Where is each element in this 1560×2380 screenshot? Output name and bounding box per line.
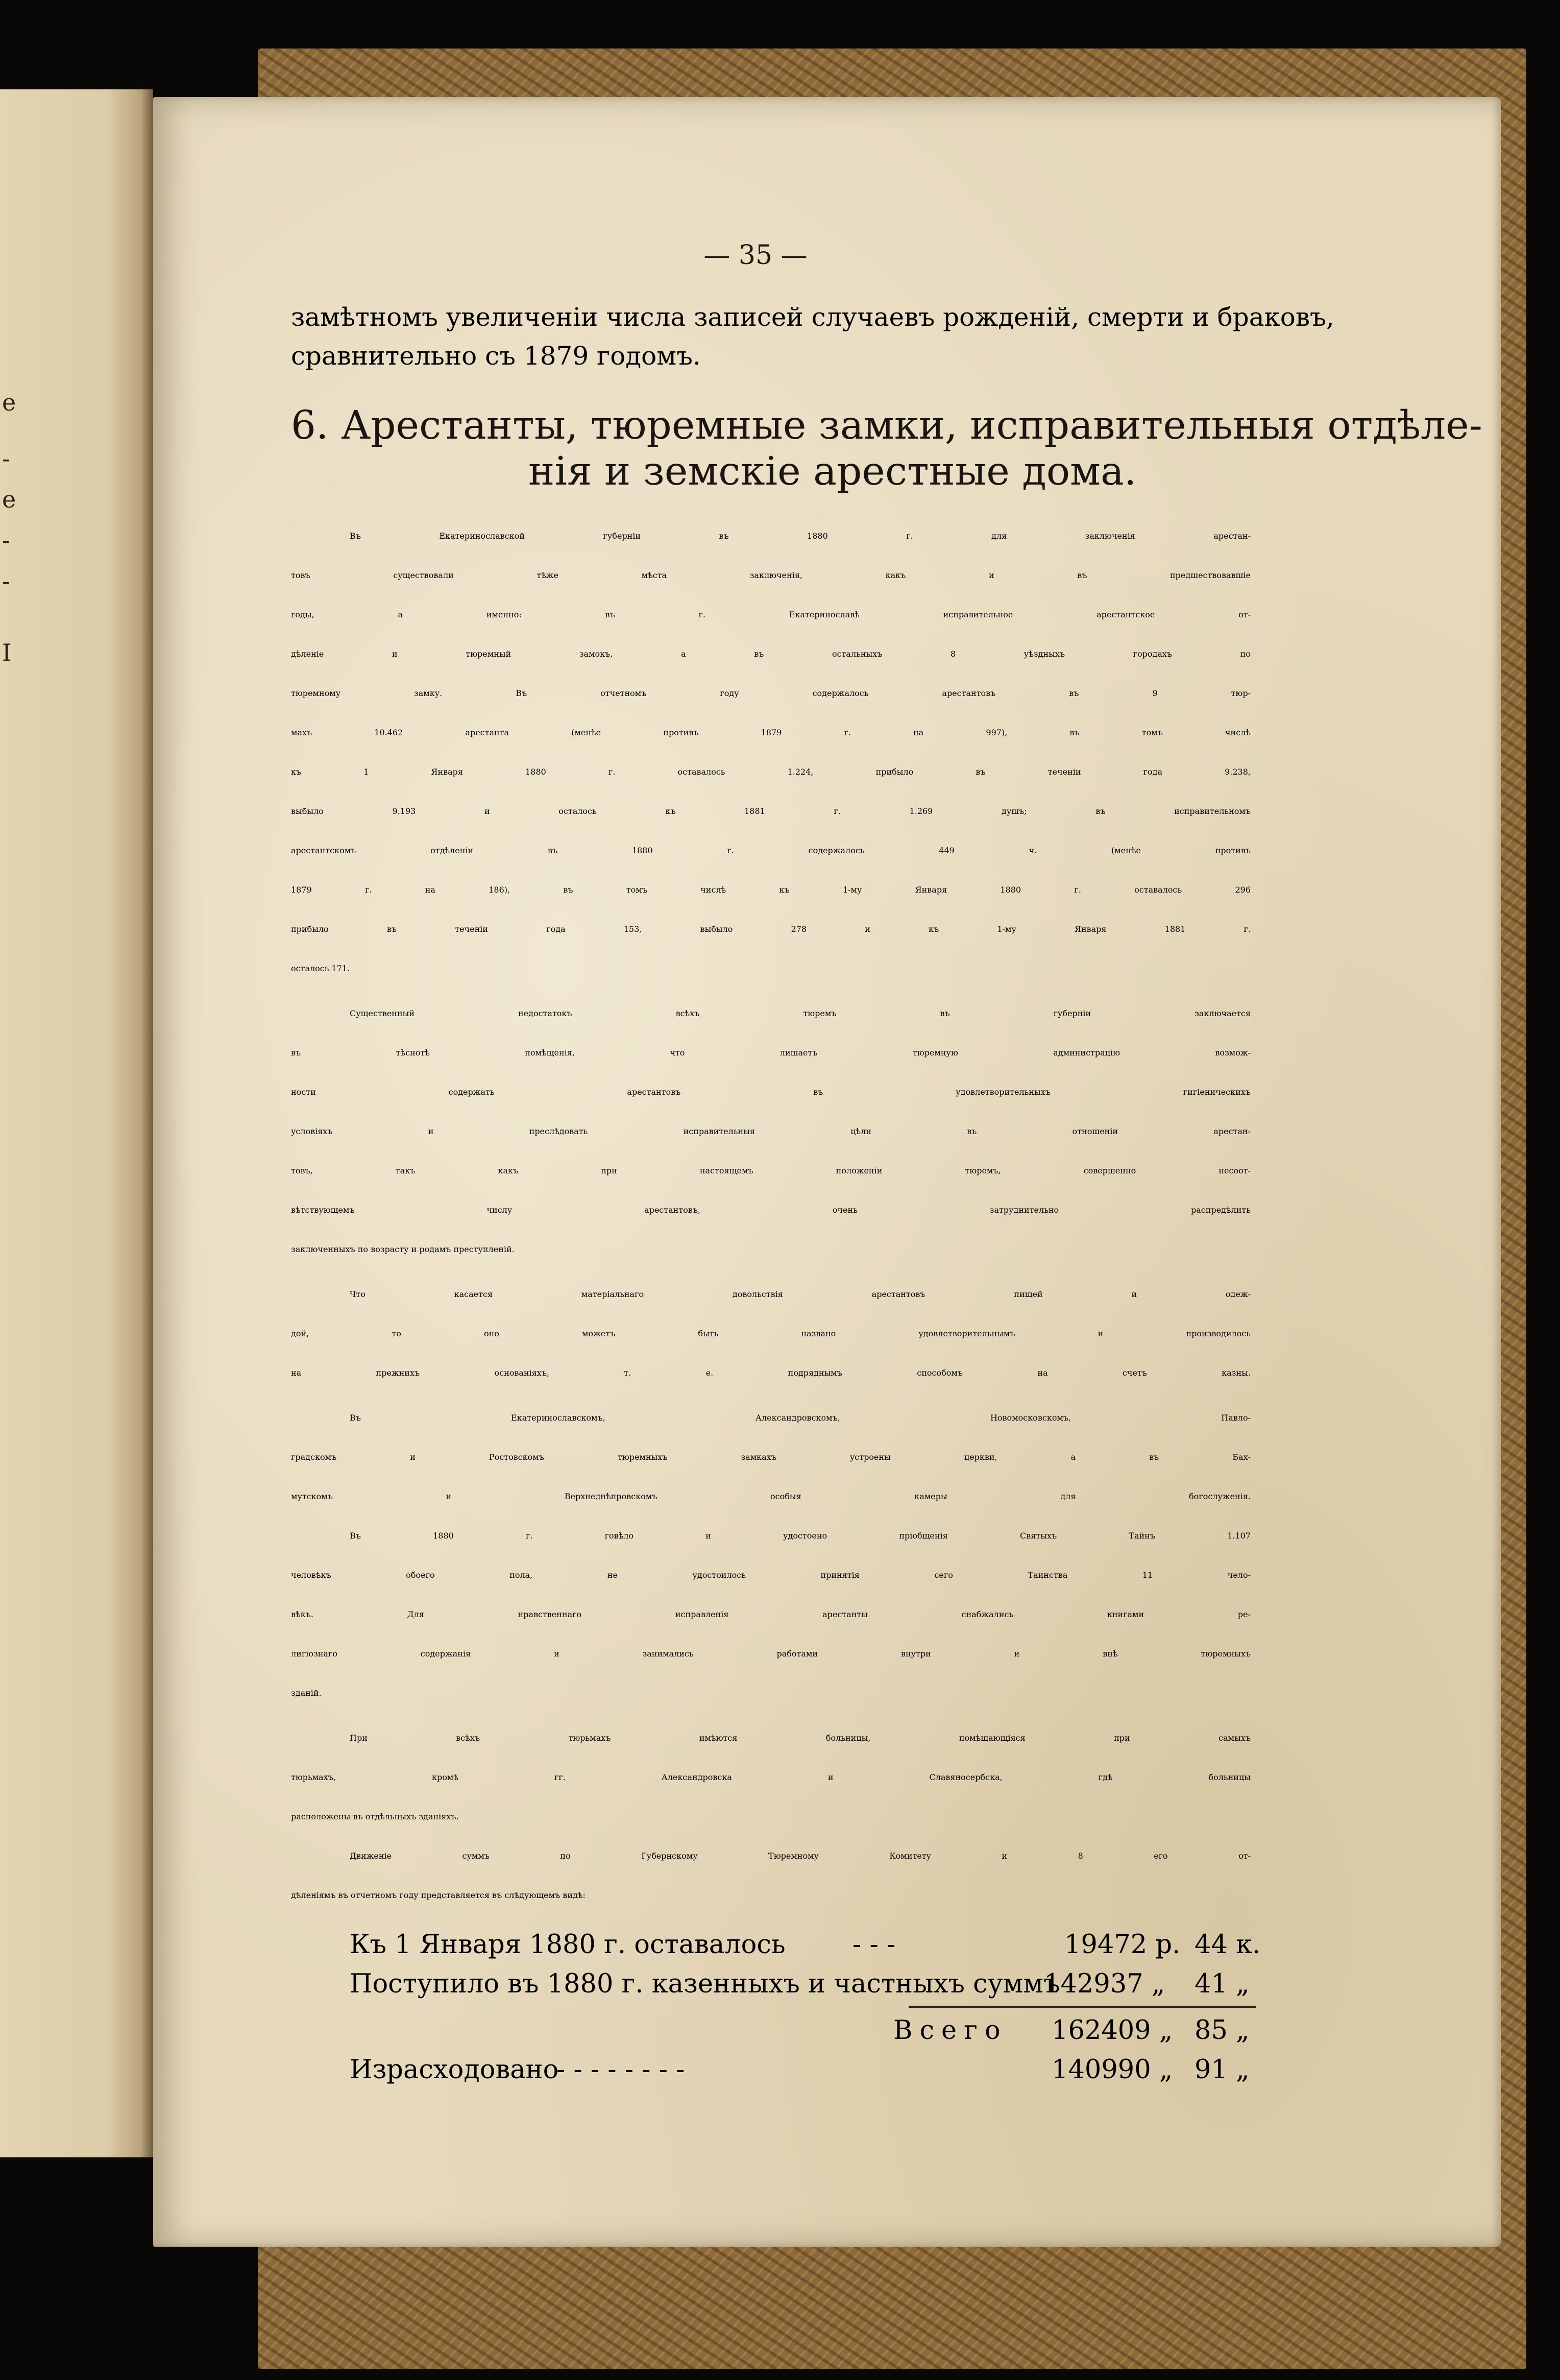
left-page-mark: е: [2, 389, 16, 416]
section-heading-continued: нія и земскіе арестные дома.: [528, 449, 1137, 494]
paragraph-line: мутскомъ и Верхнеднѣпровскомъ особыя камеры для богослуженія.: [291, 1492, 1251, 1501]
finance-label: Къ 1 Января 1880 г. оставалось: [350, 1930, 786, 1960]
paragraph-line: вѣтствующемъ числу арестантовъ, очень затруднительно распредѣлить: [291, 1205, 1251, 1215]
paragraph-line: Въ Екатеринославской губерніи въ 1880 г. для заключенія арестан-: [350, 531, 1251, 541]
finance-total-label: Всего: [893, 2015, 1008, 2046]
finance-rub: 142937 „: [1044, 1969, 1165, 1999]
paragraph-line: дѣленіямъ въ отчетномъ году представляется въ слѣдующемъ видѣ:: [291, 1890, 586, 1900]
finance-dots: - - - - - - - -: [556, 2055, 685, 2085]
finance-kop: 44 к.: [1195, 1930, 1261, 1960]
intro-line: замѣтномъ увеличеніи числа записей случаевъ рожденій, смерти и браковъ,: [291, 302, 1334, 332]
finance-row: [350, 2055, 558, 2085]
paragraph-line: къ 1 Января 1880 г. оставалось 1.224, прибыло въ теченіи года 9.238,: [291, 767, 1251, 777]
section-heading: 6. Арестанты, тюремные замки, исправительныя отдѣле-: [291, 403, 1482, 448]
paragraph-line: 1879 г. на 186), въ томъ числѣ къ 1-му Января 1880 г. оставалось 296: [291, 885, 1251, 895]
paragraph-line: Движеніе суммъ по Губернскому Тюремному Комитету и 8 его от-: [350, 1851, 1251, 1861]
paragraph-line: прибыло въ теченіи года 153, выбыло 278 и къ 1-му Января 1881 г.: [291, 924, 1251, 934]
finance-row: [350, 1969, 1060, 1999]
paragraph-line: товъ, такъ какъ при настоящемъ положеніи тюремъ, совершенно несоот-: [291, 1166, 1251, 1175]
paragraph-line: товъ существовали тѣже мѣста заключенія, какъ и въ предшествовавшіе: [291, 570, 1251, 580]
paragraph-line: тюрьмахъ, кромѣ гг. Александровска и Славяносербска, гдѣ больницы: [291, 1772, 1251, 1782]
sum-rule: [909, 2006, 1256, 2008]
paragraph-line: расположены въ отдѣльныхъ зданіяхъ.: [291, 1812, 459, 1821]
paragraph-line: въ тѣснотѣ помѣщенія, что лишаетъ тюремную администрацію возмож-: [291, 1048, 1251, 1057]
finance-rub: 19472 р.: [1064, 1930, 1181, 1960]
paragraph-line: человѣкъ обоего пола, не удостоилось принятія сего Таинства 11 чело-: [291, 1570, 1251, 1580]
paragraph-line: ности содержать арестантовъ въ удовлетворительныхъ гигіеническихъ: [291, 1087, 1251, 1097]
finance-label: Израсходовано: [350, 2055, 559, 2085]
intro-line: сравнительно съ 1879 годомъ.: [291, 341, 701, 371]
page-number: — 35 —: [703, 240, 808, 271]
left-page-mark: І: [2, 639, 12, 666]
paragraph-line: тюремному замку. Въ отчетномъ году содержалось арестантовъ въ 9 тюр-: [291, 688, 1251, 698]
paragraph-line: Что касается матеріальнаго довольствія арестантовъ пищей и одеж-: [350, 1289, 1251, 1299]
finance-kop: 91 „: [1195, 2055, 1250, 2085]
finance-kop: 41 „: [1195, 1969, 1250, 1999]
paragraph-line: зданій.: [291, 1688, 322, 1698]
finance-rub: 162409 „: [1052, 2015, 1173, 2046]
left-page-mark: -: [2, 526, 10, 554]
paragraph-line: Въ Екатеринославскомъ, Александровскомъ, Новомосковскомъ, Павло-: [350, 1413, 1251, 1423]
finance-kop: 85 „: [1195, 2015, 1250, 2046]
paragraph-line: дой, то оно можетъ быть названо удовлетворительнымъ и производилось: [291, 1329, 1251, 1338]
paragraph-line: градскомъ и Ростовскомъ тюремныхъ замкахъ устроены церкви, а въ Бах-: [291, 1452, 1251, 1462]
finance-rub: 140990 „: [1052, 2055, 1173, 2085]
paragraph-line: Въ 1880 г. говѣло и удостоено пріобщенія Святыхъ Тайнъ 1.107: [350, 1531, 1251, 1541]
paragraph-line: махъ 10.462 арестанта (менѣе противъ 1879 г. на 997), въ томъ числѣ: [291, 728, 1251, 737]
left-page-mark: е: [2, 486, 16, 513]
finance-dots: - - -: [852, 1930, 896, 1960]
paragraph-line: выбыло 9.193 и осталось къ 1881 г. 1.269 душъ; въ исправительномъ: [291, 806, 1251, 816]
left-page-mark: -: [2, 567, 10, 595]
paragraph-line: При всѣхъ тюрьмахъ имѣются больницы, помѣщающіяся при самыхъ: [350, 1733, 1251, 1743]
finance-row: [350, 1930, 786, 1960]
paragraph-line: дѣленіе и тюремный замокъ, а въ остальныхъ 8 уѣздныхъ городахъ по: [291, 649, 1251, 659]
paragraph-line: заключенныхъ по возрасту и родамъ преступленій.: [291, 1244, 515, 1254]
paragraph-line: вѣкъ. Для нравственнаго исправленія арестанты снабжались книгами ре-: [291, 1609, 1251, 1619]
left-page-mark: -: [2, 445, 10, 472]
paragraph-line: Существенный недостатокъ всѣхъ тюремъ въ губерніи заключается: [350, 1008, 1251, 1018]
paragraph-line: осталось 171.: [291, 964, 350, 973]
paragraph-line: годы, а именно: въ г. Екатеринославѣ исправительное арестантское от-: [291, 610, 1251, 619]
paragraph-line: арестантскомъ отдѣленіи въ 1880 г. содержалось 449 ч. (менѣе противъ: [291, 846, 1251, 855]
paragraph-line: лигіознаго содержанія и занимались работами внутри и внѣ тюремныхъ: [291, 1649, 1251, 1658]
paragraph-line: на прежнихъ основаніяхъ, т. е. подряднымъ способомъ на счетъ казны.: [291, 1368, 1251, 1378]
paragraph-line: условіяхъ и преслѣдовать исправительныя цѣли въ отношеніи арестан-: [291, 1126, 1251, 1136]
finance-label: Поступило въ 1880 г. казенныхъ и частныхъ суммъ: [350, 1969, 1060, 1999]
